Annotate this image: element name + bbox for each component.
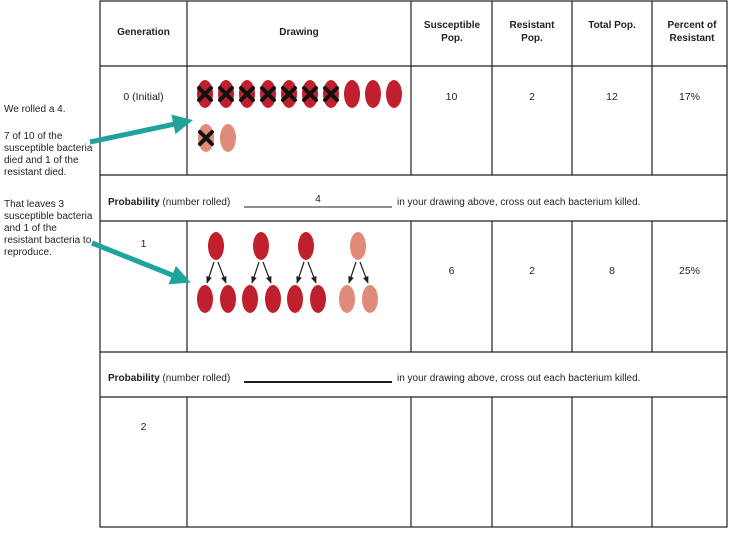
header-resistant: Resistant Pop. [509,20,555,44]
susceptible-offspring [310,285,326,313]
susceptible-parent [253,232,269,260]
row1-percent: 25% [678,265,700,277]
annotation-rolled: We rolled a 4. [4,104,66,115]
resistant-parent [350,232,366,260]
probability-instruction-2: in your drawing above, cross out each bacterium killed. [397,373,641,384]
row0-total: 12 [606,91,618,103]
header-percent: Percent of Resistant [667,20,717,44]
row1-generation: 1 [140,238,147,250]
probability-word: Probability [108,197,160,208]
row0-resistant: 2 [529,91,535,103]
annotation-leaves: That leaves 3 susceptible bacteria and 1 of the resistant bacteria to reproduce. [4,199,93,258]
annotation-arrow-1 [90,121,189,142]
susceptible-offspring [220,285,236,313]
header-total: Total Pop. [588,20,636,31]
susceptible-parent [298,232,314,260]
probability-label-1 [108,197,230,208]
susceptible-parent [208,232,224,260]
header-generation: Generation [117,27,170,38]
resistant-offspring [362,285,378,313]
row1-parents [208,232,366,260]
probability-label-2 [108,373,230,384]
row2-generation: 2 [140,421,147,433]
probability-instruction-1: in your drawing above, cross out each bacterium killed. [397,197,641,208]
row1-offspring [197,285,378,313]
row0-susceptible: 10 [445,91,458,103]
header-drawing: Drawing [279,27,319,38]
probability-hint: (number rolled) [162,373,231,384]
susceptible-bacterium [365,80,381,108]
column-lines [187,1,652,527]
susceptible-bacterium [386,80,402,108]
reproduction-arrows [207,262,368,283]
resistant-bacterium [220,124,236,152]
probability-answer-1[interactable]: 4 [315,194,321,205]
susceptible-offspring [265,285,281,313]
table-border [100,1,727,527]
row1-susceptible: 6 [448,265,455,277]
table-grid [100,1,727,527]
susceptible-offspring [242,285,258,313]
header-susceptible: Susceptible Pop. [423,20,481,44]
row0-percent: 17% [678,91,700,103]
susceptible-bacterium [344,80,360,108]
row1-resistant: 2 [529,265,535,277]
susceptible-offspring [287,285,303,313]
probability-hint: (number rolled) [162,197,231,208]
row0-generation: 0 (Initial) [123,91,164,103]
probability-word: Probability [108,373,160,384]
resistant-offspring [339,285,355,313]
row1-total: 8 [609,265,615,277]
annotation-died: 7 of 10 of the susceptible bacteria died and 1 of the resistant died. [4,131,93,178]
susceptible-offspring [197,285,213,313]
